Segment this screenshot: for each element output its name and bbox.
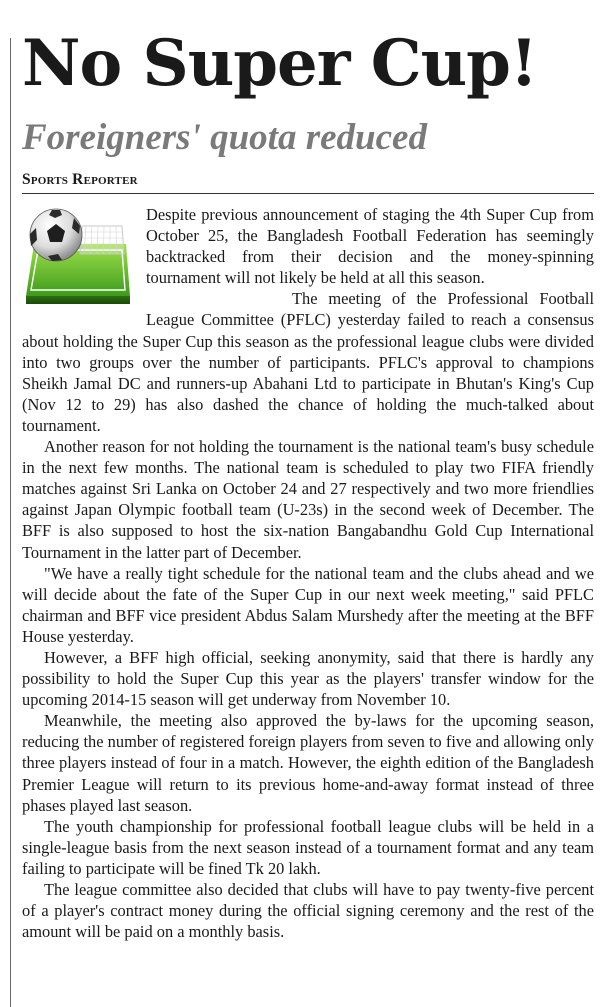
subheadline: Foreigners' quota reduced — [22, 117, 427, 158]
paragraph: Despite previous announcement of staging the 4th Super Cup from October 25, the Bangladesh Football Federation has seemingly backtracked from their decision and the money-spinning tournament will not likely be held at all this season. — [146, 205, 594, 288]
column-rule — [10, 38, 11, 1007]
byline-divider — [22, 193, 594, 194]
article-body — [22, 204, 594, 942]
byline: Sports Reporter — [22, 171, 138, 188]
paragraph: However, a BFF high official, seeking anonymity, said that there is hardly any possibility to hold the Super Cup this year as the players' transfer window for the upcoming 2014-15 season will get underway from November 10. — [22, 647, 594, 710]
paragraph: The league committee also decided that clubs will have to pay twenty-five percent of a player's contract money during the official signing ceremony and the rest of the amount will be paid on a monthly basis. — [22, 880, 594, 942]
paragraph: The youth championship for professional football league clubs will be held in a single-league basis from the next season instead of a tournament format and any team failing to participate will be fined Tk 20 lakh. — [22, 816, 594, 878]
paragraph: Another reason for not holding the tournament is the national team's busy schedule in the next few months. The national team is scheduled to play two FIFA friendly matches against Sri Lanka on October 24 and 27 respectively and two more friendlies against Japan Olympic football team (U-23s) in the second week of December. The BFF is also supposed to host the six-nation Bangabandhu Gold Cup International Tournament in the latter part of December. — [22, 437, 594, 562]
football-goal-illustration-icon — [22, 204, 134, 308]
paragraph: Meanwhile, the meeting also approved the by-laws for the upcoming season, reducing the number of registered foreign players from seven to five and allowing only three players instead of four in a match. However, the eighth edition of the Bangladesh Premier League will return to its previous home-and-away format instead of three phases played last season. — [22, 711, 594, 815]
paragraph: "We have a really tight schedule for the national team and the clubs ahead and we will decide about the fate of the Super Cup in our next week meeting," said PFLC chairman and BFF vice president Abdus Salam Murshedy after the meeting at the BFF House yesterday. — [22, 563, 594, 646]
paragraph: The meeting of the Professional Football League Committee (PFLC) yesterday failed to reach a consensus about holding the Super Cup this season as the professional league clubs were divided into two groups over the number of participants. PFLC's approval to champions Sheikh Jamal DC and runners-up Abahani Ltd to participate in Bhutan's King's Cup (Nov 12 to 29) has also dashed the chance of holding the much-talked about tournament. — [22, 289, 594, 435]
headline: No Super Cup! — [22, 26, 537, 101]
